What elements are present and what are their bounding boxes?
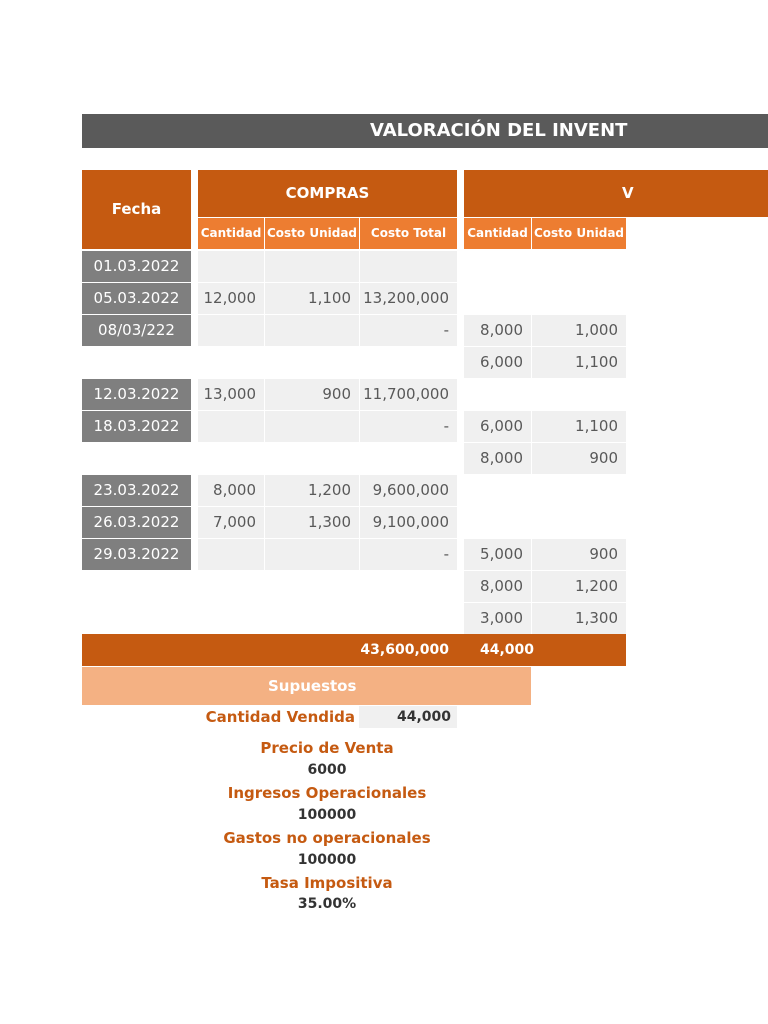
ventas-costo-unidad-cell: 1,100 [532,411,626,442]
ventas-costo-unidad-cell: 900 [532,539,626,570]
compras-costo-unidad-cell: 900 [265,379,359,410]
ventas-cantidad-cell: 8,000 [464,315,531,346]
compras-costo-total-cell: 9,100,000 [360,507,457,538]
ventas-cantidad-cell: 8,000 [464,443,531,474]
compras-cantidad-cell [198,539,264,570]
compras-costo-total-header: Costo Total [360,218,457,249]
cantidad-vendida-value: 44,000 [359,706,457,728]
sheet-title: VALORACIÓN DEL INVENT [82,114,768,148]
compras-costo-unidad-cell [265,411,359,442]
compras-costo-total-cell: 11,700,000 [360,379,457,410]
ventas-costo-unidad-cell: 1,100 [532,347,626,378]
compras-costo-unidad-cell: 1,300 [265,507,359,538]
cantidad-vendida-label: Cantidad Vendida [205,708,355,726]
compras-costo-unidad-cell [265,315,359,346]
ventas-cantidad-cell: 3,000 [464,603,531,634]
date-cell: 26.03.2022 [82,507,191,538]
fecha-header: Fecha [82,170,191,249]
date-cell: 12.03.2022 [82,379,191,410]
compras-costo-total-cell: 13,200,000 [360,283,457,314]
ventas-cantidad-header: Cantidad [464,218,531,249]
tasa-impositiva-value: 35.00% [297,896,357,912]
compras-cantidad-cell: 12,000 [198,283,264,314]
precio-venta-value: 6000 [307,762,347,778]
compras-cantidad-cell: 13,000 [198,379,264,410]
compras-costo-total-cell: - [360,411,457,442]
compras-total-value: 43,600,000 [360,642,449,658]
compras-cantidad-cell: 8,000 [198,475,264,506]
totals-bar [82,634,626,666]
date-cell: 29.03.2022 [82,539,191,570]
ventas-cantidad-cell: 6,000 [464,347,531,378]
ventas-costo-unidad-cell: 900 [532,443,626,474]
compras-costo-unidad-header: Costo Unidad [265,218,359,249]
compras-costo-total-cell [360,251,457,282]
date-cell: 23.03.2022 [82,475,191,506]
supuestos-header: Supuestos [82,667,531,705]
compras-cantidad-cell: 7,000 [198,507,264,538]
ingresos-operacionales-value: 100000 [297,807,357,823]
compras-cantidad-cell [198,251,264,282]
ventas-cantidad-total-value: 44,000 [480,642,535,658]
compras-costo-unidad-cell: 1,200 [265,475,359,506]
date-cell: 05.03.2022 [82,283,191,314]
compras-cantidad-cell [198,411,264,442]
precio-venta-label: Precio de Venta [260,739,394,757]
compras-header: COMPRAS [198,170,457,217]
compras-costo-total-cell: - [360,315,457,346]
date-cell: 01.03.2022 [82,251,191,282]
compras-costo-total-cell: 9,600,000 [360,475,457,506]
compras-costo-unidad-cell [265,539,359,570]
ventas-cantidad-cell: 5,000 [464,539,531,570]
gastos-no-operacionales-value: 100000 [297,852,357,868]
ventas-header: V [464,170,768,217]
compras-cantidad-cell [198,315,264,346]
date-cell: 18.03.2022 [82,411,191,442]
ventas-cantidad-cell: 8,000 [464,571,531,602]
compras-costo-unidad-cell [265,251,359,282]
date-cell: 08/03/222 [82,315,191,346]
compras-costo-unidad-cell: 1,100 [265,283,359,314]
compras-costo-total-cell: - [360,539,457,570]
ventas-cantidad-cell: 6,000 [464,411,531,442]
tasa-impositiva-label: Tasa Impositiva [261,874,393,892]
ventas-costo-unidad-cell: 1,000 [532,315,626,346]
gastos-no-operacionales-label: Gastos no operacionales [223,829,431,847]
ingresos-operacionales-label: Ingresos Operacionales [227,784,427,802]
ventas-costo-unidad-cell: 1,200 [532,571,626,602]
ventas-costo-unidad-header: Costo Unidad [532,218,626,249]
compras-cantidad-header: Cantidad [198,218,264,249]
ventas-costo-unidad-cell: 1,300 [532,603,626,634]
